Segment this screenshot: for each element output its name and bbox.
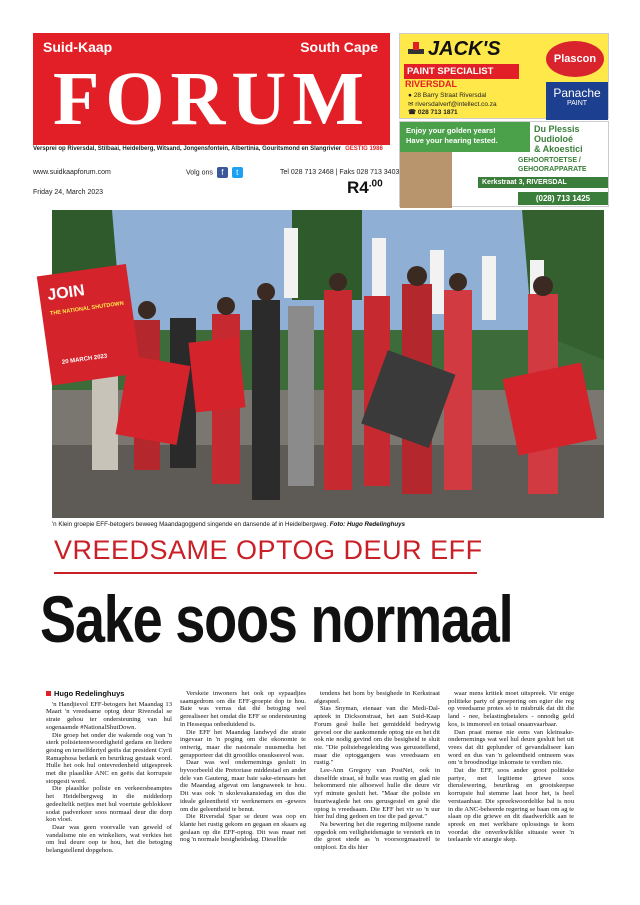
cover-price — [347, 178, 383, 198]
paragraph: Dat die EFF, soos ander groot politieke partye, met legitieme griewe soos dienslewering, beurtkrag en grootskeepse korrupsie hul stemme laat hoor het, is heel verstaanbaar. Die spreekwoordelike bal is nou in die ANC-beheerde regering se baan om ag te slaan op die griewe en dit daadwerklik aan te spreek en met werkbare oplossings te kom voordat die onverkwiklike situasie weer 'n teelaarde vir anargie skep. — [448, 767, 574, 844]
hearing-banner — [400, 122, 530, 152]
article-column-2 — [180, 690, 306, 844]
jacks-tagline: PAINT SPECIALIST — [404, 64, 519, 79]
follow-label: Volg ons — [186, 169, 213, 177]
plascon-logo: Plascon — [546, 41, 604, 77]
paragraph: tendens het hom by besighede in Kerkstraat afgespeel. — [314, 690, 440, 705]
areas-text: Versprei op Riversdal, Stilbaai, Heidelberg, Witsand, Jongensfontein, Albertinia, Gouritsmond en Slangrivier — [33, 146, 342, 152]
jacks-phone-text: 028 713 1871 — [417, 109, 458, 116]
hearing-banner-line1: Enjoy your golden years! — [406, 126, 496, 135]
col2-body — [180, 690, 306, 844]
issue-date: Friday 24, March 2023 — [33, 189, 104, 196]
col1-body — [46, 701, 172, 855]
jacks-email[interactable]: ✉ riversdalverf@intellect.co.za — [408, 101, 497, 108]
logo-line2: Oudioloé — [534, 134, 573, 144]
twitter-icon[interactable]: t — [232, 167, 243, 178]
paragraph: Sias Snyman, eienaar van die Medi-Dal-apteek in Dicksonstraat, het aan Suid-Kaap Forum gesê hulle het gemiddeld bedrywig gevoel oor die aankomende optog nie en het dit ook nie nodig gevind om die besigheid te sluit nie. "Die polisiebegeleiding was gerusstellend, maar die optoggangers was vreedsaam en rustig." — [314, 705, 440, 767]
paragraph: waar mens kritiek moet uitspreek. Vir enige politieke party of groepering om egter die reg op vreedsame protes só te misbruik dat dit die land - nee, belastingbetalers - onnodig geld kos, is immoreel en totaal onaanvaarbaar. — [448, 690, 574, 728]
region-left: Suid-Kaap — [43, 39, 113, 55]
masthead — [33, 33, 390, 145]
services-line1: GEHOORTOETSE / — [518, 157, 581, 164]
jacks-paint-ad[interactable] — [399, 33, 609, 119]
region-right: South Cape — [300, 39, 378, 55]
panache-text: Panache — [553, 86, 601, 100]
hearing-photo — [400, 152, 452, 208]
jacks-brand: JACK'S — [428, 38, 501, 60]
kicker-headline: VREEDSAME OPTOG DEUR EFF — [54, 535, 483, 565]
paragraph: 'n Handjievol EFF-betogers het Maandag 13 Maart 'n vreedsame optog deur Riversdal se strate gehou ter ondersteuning van hul sogenaamde #NationalShutDown. — [46, 700, 172, 731]
paragraph: Lee-Ann Gregory van PostNet, ook in dieselfde straat, sê hulle was rustig en glad nie bekommerd nie alhoewel hulle die deure vir vyf minute gesluit het. "Maar die polisie en buurtwaglede het ons gerusgestel en gesê die optog is vreedsaam. Die EFF het vir so 'n uur hier hul ding gedoen en toe die pad gevat." — [314, 767, 440, 821]
paragraph: Daar was geen voorvalle van geweld of vandalisme nie en winkeliers, wat verkies het om hul deure oop te hou, het die betoging belangstellend dopgehou. — [46, 823, 172, 855]
website-link[interactable]: www.suidkaapforum.com — [33, 169, 111, 176]
hearing-address: Kerkstraat 3, RIVERSDAL — [478, 177, 608, 188]
jacks-email-text: riversdalverf@intellect.co.za — [415, 101, 497, 108]
hearing-banner-line2: Have your hearing tested. — [406, 136, 498, 145]
paragraph: Na bewering het die regering miljoene rande opgedok om veiligheidsmagte te versterk en in die groot stede as 'n voorsorgmaatreël te ontplooi. En dis hier — [314, 820, 440, 852]
poster-subtitle: THE NATIONAL SHUTDOWN — [49, 300, 125, 317]
kicker-underline — [54, 572, 477, 574]
paragraph: Dan praat mense nie eens van kleinsake-ondernemings wat wel hul deure gesluit het uit vrees dat dit geplunder of gevandaliseer kan word en dus van 'n geleentheid ontneem was om 'n broodnodige inkomste te verdien nie. — [448, 728, 574, 767]
hearing-ad[interactable] — [399, 121, 609, 207]
masthead-logo: FORUM — [52, 57, 371, 141]
logo-line3: & Akoestici — [534, 144, 583, 154]
paragraph: Die plaaslike polisie en verkeersbeamptes het Heidelbergweg in die middedorp gedeeltelik netjies met hul voertuie geblokkeer sodat padverkeer soos normaal deur die dorp kon vloei. — [46, 785, 172, 824]
price-cents: .00 — [368, 178, 383, 190]
jacks-town: RIVERSDAL — [405, 79, 458, 89]
poster-date: 20 MARCH 2023 — [61, 353, 108, 366]
social-follow — [186, 167, 243, 178]
paragraph: Verskeie inwoners het ook op sypaadjies saamgedrom om die EFF-groepie dop te hou. Baie was verras dat dié betoging wel gerealiseer het omdat die EFF se ondersteuning in Hessequa onbeduidend is. — [180, 690, 306, 728]
caption-text: 'n Klein groepie EFF-betogers beweeg Maandagoggend singende en dansende af in Heidelbergweg. — [52, 521, 329, 528]
paragraph: Die EFF het Maandag landwyd die strate ingevaar in 'n poging om die ekonomie te ontwrig, maar die nasionale nuusmedia het gerapporteer dat dit grootliks onsuksesvol was. — [180, 728, 306, 759]
paragraph: Die groep het onder die wakende oog van 'n sterk polisieteenwoordigheid gedans en liedere gesing en terselfdertyd geëis dat president Cyril Ramaphosa bedank en beurtkrag gestaak word. Hulle het ook hul ontevredenheid uitgespreek met die plaaslike ANC en geëis dat korrupsie stopgesit word. — [46, 731, 172, 785]
lead-photo — [46, 210, 604, 518]
jacks-address-text: 28 Barry Straat Riversdal — [413, 92, 487, 99]
protest-scene — [46, 210, 604, 518]
paragraph: Die Riversdal Spar se deure was oop en klante het rustig gekom en gegaan en skaars ag geslaan op die EFF-optog. Dit was maar net nog 'n normale besigheidsdag. Dieselfde — [180, 813, 306, 844]
logo-line1: Du Plessis — [534, 124, 580, 134]
photo-caption — [52, 521, 405, 528]
panache-sub: PAINT — [566, 100, 588, 107]
article-column-4 — [448, 690, 574, 844]
article-column-1 — [46, 690, 172, 855]
photo-credit: Foto: Hugo Redelinghuys — [329, 521, 406, 528]
byline-marker — [46, 691, 51, 696]
services-line2: GEHOORAPPARATE — [518, 166, 587, 173]
price-rand: R4 — [347, 178, 369, 197]
panache-logo — [546, 82, 608, 120]
hearing-services — [518, 156, 608, 174]
contact-numbers: Tel 028 713 2468 | Faks 028 713 3403 — [280, 169, 400, 176]
main-headline: Sake soos normaal — [40, 582, 513, 656]
audiology-logo — [534, 124, 608, 154]
hearing-phone[interactable]: (028) 713 1425 — [518, 192, 608, 205]
article-column-3 — [314, 690, 440, 852]
facebook-icon[interactable]: f — [217, 167, 228, 178]
byline — [46, 690, 172, 698]
jacks-phone[interactable]: ☎ 028 713 1871 — [408, 109, 458, 116]
col3-body — [314, 690, 440, 852]
byline-name: Hugo Redelinghuys — [54, 689, 125, 698]
paintbrush-icon — [405, 39, 427, 61]
jacks-address: ● 28 Barry Straat Riversdal — [408, 92, 487, 99]
established-badge: GESTIG 1986 — [345, 146, 383, 152]
paragraph: Daar was wel ondernemings gesluit in byvoorbeeld die Pretoriase middestad en ander dele van Gauteng, maar baie sake-eienaars het die Maandag afgevat om langnaweek te hou. Dit was ook 'n skolevakansiedag en dus die ideale geleentheid vir werknemers en -gewers om die geleentheid te benut. — [180, 759, 306, 813]
distribution-areas — [33, 146, 390, 152]
col4-body — [448, 690, 574, 844]
poster-title: JOIN — [46, 282, 86, 305]
